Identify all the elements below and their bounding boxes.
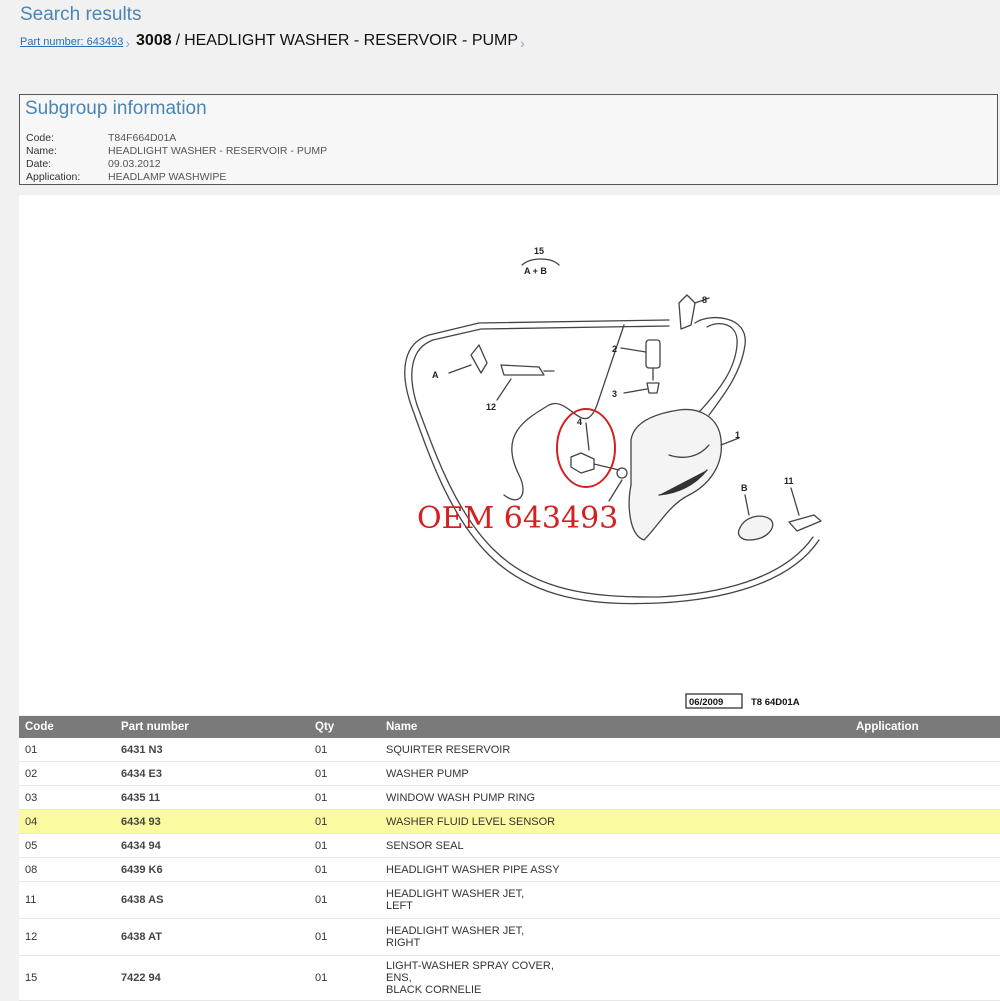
- cell-part-number[interactable]: 6434 94: [115, 834, 309, 858]
- cell-application: [856, 919, 1000, 956]
- info-label: Code:: [26, 132, 55, 144]
- subgroup-information-panel: [19, 94, 998, 185]
- table-row[interactable]: [19, 919, 1000, 956]
- cell-part-number[interactable]: 6434 93: [115, 810, 309, 834]
- table-row[interactable]: [19, 882, 1000, 919]
- info-value: T84F664D01A: [108, 132, 177, 144]
- cell-part-number[interactable]: 6431 N3: [115, 738, 309, 762]
- cell-qty: 01: [309, 810, 380, 834]
- chevron-right-icon: ›: [520, 35, 525, 51]
- cell-qty: 01: [309, 919, 380, 956]
- callout-15: 15: [534, 246, 545, 256]
- info-value: HEADLAMP WASHWIPE: [108, 171, 227, 183]
- reservoir-body-1: [629, 409, 721, 540]
- cell-part-number[interactable]: 6438 AT: [115, 919, 309, 956]
- info-row-name: [26, 145, 327, 158]
- washer-jet-12: [471, 345, 487, 373]
- info-value: HEADLIGHT WASHER - RESERVOIR - PUMP: [108, 145, 328, 157]
- callout-8: 8: [702, 295, 708, 305]
- level-sensor-4: [571, 453, 594, 473]
- cell-part-number[interactable]: 6438 AS: [115, 882, 309, 919]
- table-row-highlighted[interactable]: [19, 810, 1000, 834]
- subgroup-info-grid: [26, 132, 327, 184]
- column-header-qty[interactable]: Qty: [309, 716, 380, 738]
- cell-part-number[interactable]: 6435 11: [115, 786, 309, 810]
- parts-diagram-drawing: [19, 195, 1000, 715]
- table-row[interactable]: [19, 956, 1000, 1001]
- cell-qty: 01: [309, 738, 380, 762]
- cell-application: [856, 858, 1000, 882]
- pump-ring-3: [647, 383, 659, 393]
- washer-pump-2: [646, 340, 660, 368]
- info-label: Date:: [26, 158, 52, 170]
- breadcrumb-subgroup-name: HEADLIGHT WASHER - RESERVOIR - PUMP: [184, 32, 519, 49]
- diagram-date-stamp: 06/2009: [689, 697, 724, 708]
- cell-name: WINDOW WASH PUMP RING: [380, 786, 856, 810]
- cell-name: HEADLIGHT WASHER PIPE ASSY: [380, 858, 856, 882]
- breadcrumb-model-code: 3008: [136, 32, 172, 49]
- cell-code: 02: [19, 762, 115, 786]
- table-row[interactable]: [19, 858, 1000, 882]
- column-header-part-number[interactable]: Part number: [115, 716, 309, 738]
- table-row[interactable]: [19, 738, 1000, 762]
- info-row-code: [26, 132, 327, 145]
- callout-4: 4: [577, 417, 583, 427]
- cell-application: [856, 834, 1000, 858]
- cell-code: 05: [19, 834, 115, 858]
- page-title: Search results: [20, 4, 142, 25]
- breadcrumb-part-number-link[interactable]: Part number: 643493: [20, 36, 124, 48]
- callout-b: B: [741, 483, 748, 493]
- cell-part-number[interactable]: 6439 K6: [115, 858, 309, 882]
- info-row-application: [26, 171, 327, 184]
- table-header-row: [19, 716, 1000, 738]
- cell-qty: 01: [309, 882, 380, 919]
- cell-code: 08: [19, 858, 115, 882]
- cell-code: 01: [19, 738, 115, 762]
- cell-name: WASHER PUMP: [380, 762, 856, 786]
- cell-qty: 01: [309, 956, 380, 1001]
- info-value: 09.03.2012: [108, 158, 161, 170]
- cell-qty: 01: [309, 834, 380, 858]
- cell-code: 15: [19, 956, 115, 1001]
- reservoir-filler-neck: [687, 324, 737, 420]
- callout-1: 1: [735, 430, 741, 440]
- cell-code: 04: [19, 810, 115, 834]
- chevron-right-icon: ›: [125, 35, 131, 51]
- info-label: Name:: [26, 145, 57, 157]
- cell-application: [856, 810, 1000, 834]
- column-header-name[interactable]: Name: [380, 716, 856, 738]
- cell-code: 03: [19, 786, 115, 810]
- cell-part-number[interactable]: 7422 94: [115, 956, 309, 1001]
- callout-12: 12: [486, 402, 497, 412]
- washer-jet-11: [789, 515, 821, 531]
- callout-a: A: [432, 370, 439, 380]
- callout-a-plus-b: A + B: [524, 266, 547, 276]
- info-label: Application:: [26, 171, 81, 183]
- breadcrumb-separator: /: [175, 32, 181, 49]
- cell-application: [856, 762, 1000, 786]
- subgroup-title: Subgroup information: [25, 98, 207, 119]
- cell-name: SQUIRTER RESERVOIR: [380, 738, 856, 762]
- cell-code: 12: [19, 919, 115, 956]
- info-row-date: [26, 158, 327, 171]
- cell-application: [856, 956, 1000, 1001]
- cell-name: HEADLIGHT WASHER JET, RIGHT: [380, 919, 856, 956]
- pipe-clip-8: [679, 295, 695, 329]
- cell-application: [856, 738, 1000, 762]
- table-row[interactable]: [19, 762, 1000, 786]
- breadcrumb: [20, 32, 531, 50]
- cell-qty: 01: [309, 786, 380, 810]
- column-header-code[interactable]: Code: [19, 716, 115, 738]
- spray-cover-b: [738, 516, 772, 540]
- sensor-seal-5: [617, 468, 627, 478]
- diagram-reference: T8 64D01A: [751, 697, 800, 708]
- callout-3: 3: [612, 389, 618, 399]
- table-row[interactable]: [19, 834, 1000, 858]
- oem-watermark: OEM 643493: [417, 501, 619, 536]
- cell-name: HEADLIGHT WASHER JET, LEFT: [380, 882, 856, 919]
- cell-name: SENSOR SEAL: [380, 834, 856, 858]
- cell-part-number[interactable]: 6434 E3: [115, 762, 309, 786]
- parts-table: [19, 716, 1000, 1001]
- callout-11: 11: [784, 476, 794, 486]
- table-row[interactable]: [19, 786, 1000, 810]
- column-header-application[interactable]: Application: [856, 716, 1000, 738]
- cell-name: LIGHT-WASHER SPRAY COVER, ENS, BLACK CORNELIE: [380, 956, 856, 1001]
- cell-code: 11: [19, 882, 115, 919]
- cell-application: [856, 786, 1000, 810]
- callout-2: 2: [612, 344, 618, 354]
- cell-application: [856, 882, 1000, 919]
- cell-name: WASHER FLUID LEVEL SENSOR: [380, 810, 856, 834]
- cell-qty: 01: [309, 858, 380, 882]
- parts-diagram[interactable]: [19, 195, 1000, 715]
- cell-qty: 01: [309, 762, 380, 786]
- highlight-circle: [557, 409, 615, 487]
